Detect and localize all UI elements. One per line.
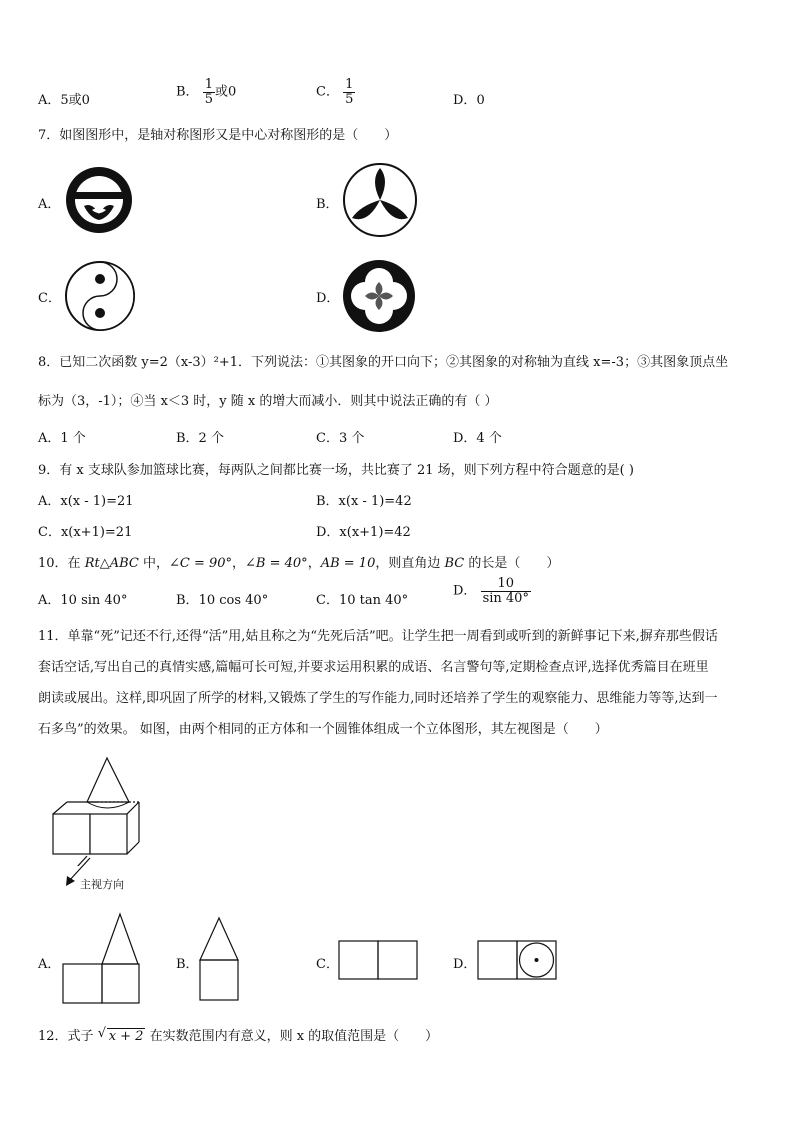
q6-option-b (176, 78, 236, 106)
q9-option-d: D．x(x+1)=42 (316, 525, 411, 540)
q11-figure-d (476, 939, 558, 981)
q7-option-a-label: A． (38, 197, 61, 212)
q7-figure-d (340, 258, 418, 334)
q7-figure-b (340, 160, 420, 240)
fraction: $\frac{1}{5}$ (204, 77, 213, 107)
q6-option-c (316, 78, 355, 106)
option-label: D． (453, 93, 477, 108)
q11-option-d-label: D． (453, 957, 477, 972)
q7-option-b-label: B． (316, 197, 339, 212)
q10-option-a: A．10 sin 40° (38, 593, 128, 608)
q10-stem: 10．在 Rt△ABC 中，∠C = 90°，∠B = 40°，AB = 10，则直角边 BC 的长是（ ） (38, 556, 560, 571)
q7-stem: 7．如图图形中，是轴对称图形又是中心对称图形的是（ ） (38, 128, 398, 143)
option-label: B． (176, 84, 199, 100)
option-label: A． (38, 93, 61, 108)
option-text: 或0 (214, 84, 237, 100)
q11-option-b-label: B． (176, 957, 199, 972)
q8-option-d: D．4 个 (453, 431, 502, 446)
q11-stem-line1: 11．单靠“死”记还不行,还得“活”用,姑且称之为“先死后活”吧。让学生把一周看到或听到的新鲜事记下来,摒弃那些假话 (38, 629, 718, 644)
q11-figure-b (198, 916, 242, 1004)
q11-option-a-label: A． (38, 957, 61, 972)
q11-stem-line2: 套话空话,写出自己的真情实感,篇幅可长可短,并要求运用积累的成语、名言警句等,定期检查点评,选择优秀篇目在班里 (38, 660, 709, 675)
q10-option-c: C．10 tan 40° (316, 593, 409, 608)
q8-stem-line2: 标为（3，-1）；④当 x＜3 时，y 随 x 的增大而减小．则其中说法正确的有（ ） (38, 394, 498, 409)
q7-option-c-label: C． (38, 291, 61, 306)
fraction: $\frac{10}{\sin 40^\circ}$ (482, 576, 529, 606)
q12-stem: 12．式子 √ x + 2 在实数范围内有意义，则 x 的取值范围是（ ） (38, 1026, 439, 1044)
q11-figure-a (60, 912, 142, 1006)
q8-option-c: C．3 个 (316, 431, 365, 446)
q11-option-c-label: C． (316, 957, 339, 972)
q6-option-a (38, 89, 90, 108)
sqrt-expression: √ x + 2 (97, 1026, 144, 1044)
q6-option-d (453, 89, 485, 108)
q9-stem: 9．有 x 支球队参加篮球比赛，每两队之间都比赛一场，共比赛了 21 场，则下列方程中符合题意的是( ) (38, 463, 634, 478)
q11-stem-line4: 石多鸟”的效果。 如图，由两个相同的正方体和一个圆锥体组成一个立体图形，其左视图是（ ） (38, 722, 608, 737)
radical-sign-icon: √ (97, 1026, 106, 1041)
q11-figure-c (337, 939, 419, 981)
option-label: C． (316, 84, 339, 100)
view-direction-label: 主视方向 (80, 878, 124, 891)
q7-figure-c (62, 258, 138, 334)
q9-option-b: B．x(x - 1)=42 (316, 494, 412, 509)
option-text: 5或0 (60, 93, 90, 108)
q11-stem-line3: 朗读或展出。这样,即巩固了所学的材料,又锻炼了学生的写作能力,同时还培养了学生的观察能力、思维能力等等,达到一 (38, 691, 718, 706)
q11-solid-figure (45, 756, 155, 866)
q10-option-d: D． $\frac{10}{\sin 40^\circ}$ (453, 576, 529, 606)
q7-option-d-label: D． (316, 291, 340, 306)
q7-figure-a (62, 162, 136, 238)
option-text: 0 (476, 93, 485, 108)
q8-option-a: A．1 个 (38, 431, 86, 446)
q9-option-a: A．x(x - 1)=21 (38, 494, 134, 509)
q8-option-b: B．2 个 (176, 431, 224, 446)
fraction: $\frac{1}{5}$ (345, 77, 354, 107)
q10-option-b: B．10 cos 40° (176, 593, 269, 608)
q8-stem-line1: 8．已知二次函数 y=2（x-3）²+1．下列说法：①其图象的开口向下；②其图象的对称轴为直线 x=-3；③其图象顶点坐 (38, 355, 729, 370)
q9-option-c: C．x(x+1)=21 (38, 525, 133, 540)
